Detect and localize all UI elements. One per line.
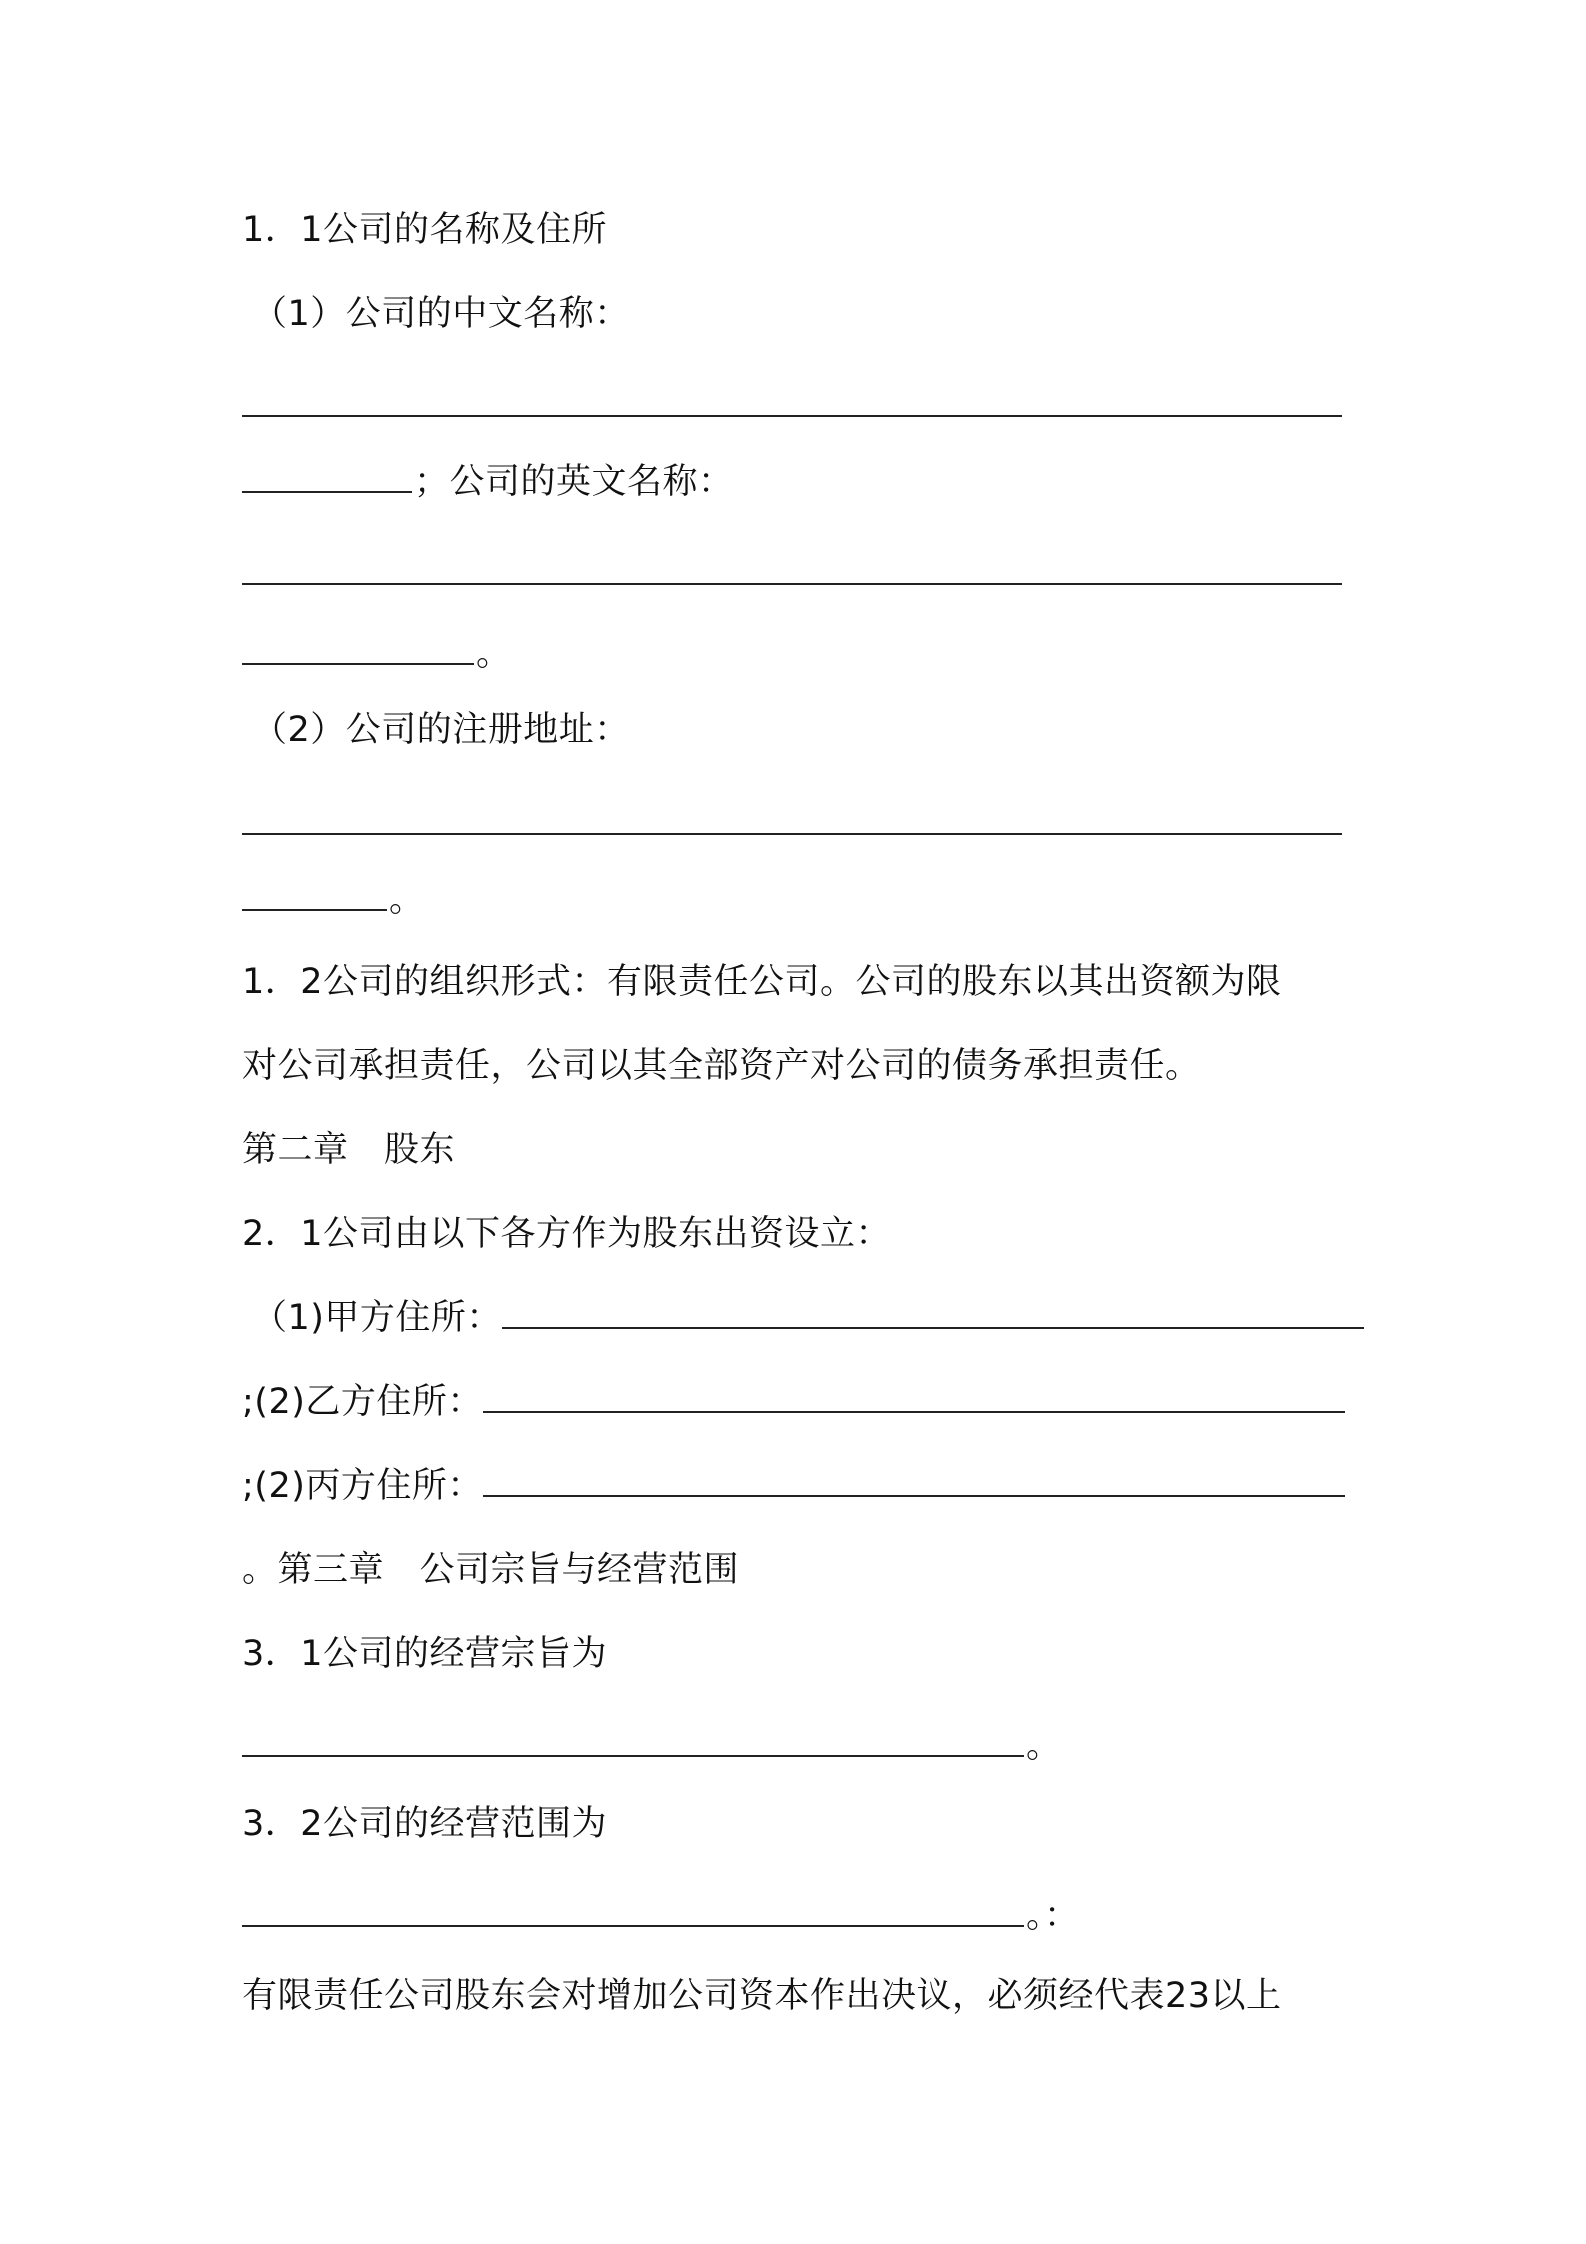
registered-address-blank[interactable] <box>242 803 1342 835</box>
party-c-row <box>242 1462 1347 1510</box>
party-b-address-blank[interactable] <box>483 1381 1345 1413</box>
business-purpose-end-mark: 。 <box>1026 1726 1062 1766</box>
registered-address-label: （2）公司的注册地址： <box>252 710 630 750</box>
party-c-address-blank[interactable] <box>483 1465 1345 1497</box>
section-3-1-text: 3．1公司的经营宗旨为 <box>242 1634 608 1674</box>
english-name-blank-continued[interactable] <box>242 633 474 665</box>
chinese-name-label: （1）公司的中文名称： <box>252 294 630 334</box>
party-b-label: ;(2)乙方住所： <box>242 1382 483 1422</box>
party-b-row <box>242 1378 1347 1426</box>
english-name-row <box>242 458 734 506</box>
business-scope-end-mark: 。： <box>1026 1896 1080 1936</box>
business-purpose-row <box>242 1722 1062 1770</box>
business-scope-row <box>242 1892 1080 1940</box>
registered-address-end-mark: 。 <box>389 880 425 920</box>
section-1-2-line-2: 对公司承担责任，公司以其全部资产对公司的债务承担责任。 <box>242 1046 1201 1086</box>
section-3-2-text: 3．2公司的经营范围为 <box>242 1804 608 1844</box>
closing-paragraph: 有限责任公司股东会对增加公司资本作出决议，必须经代表23以上 <box>242 1976 1282 2016</box>
english-name-end-mark: 。 <box>476 634 512 674</box>
chinese-name-blank-row <box>242 382 1344 430</box>
chapter-2-title: 第二章 股东 <box>242 1130 456 1170</box>
chapter-3-title: 。第三章 公司宗旨与经营范围 <box>242 1550 740 1590</box>
chinese-name-blank[interactable] <box>242 385 1342 417</box>
business-scope-blank[interactable] <box>242 1895 1024 1927</box>
business-purpose-blank[interactable] <box>242 1725 1024 1757</box>
english-name-label: ；公司的英文名称： <box>414 462 734 502</box>
party-a-row <box>252 1294 1366 1342</box>
english-name-end-row <box>242 630 512 678</box>
registered-address-end-row <box>242 876 425 924</box>
party-a-address-blank[interactable] <box>502 1297 1364 1329</box>
section-2-1-text: 2．1公司由以下各方作为股东出资设立： <box>242 1214 892 1254</box>
section-1-2-line-1: 1．2公司的组织形式：有限责任公司。公司的股东以其出资额为限 <box>242 962 1282 1002</box>
registered-address-blank-row <box>242 800 1344 848</box>
party-a-label: （1)甲方住所： <box>252 1298 502 1338</box>
registered-address-blank-continued[interactable] <box>242 879 387 911</box>
chinese-name-blank-continued[interactable] <box>242 461 412 493</box>
party-c-label: ;(2)丙方住所： <box>242 1466 483 1506</box>
english-name-blank[interactable] <box>242 553 1342 585</box>
section-1-1-heading: 1．1公司的名称及住所 <box>242 210 608 250</box>
english-name-blank-row <box>242 550 1344 598</box>
